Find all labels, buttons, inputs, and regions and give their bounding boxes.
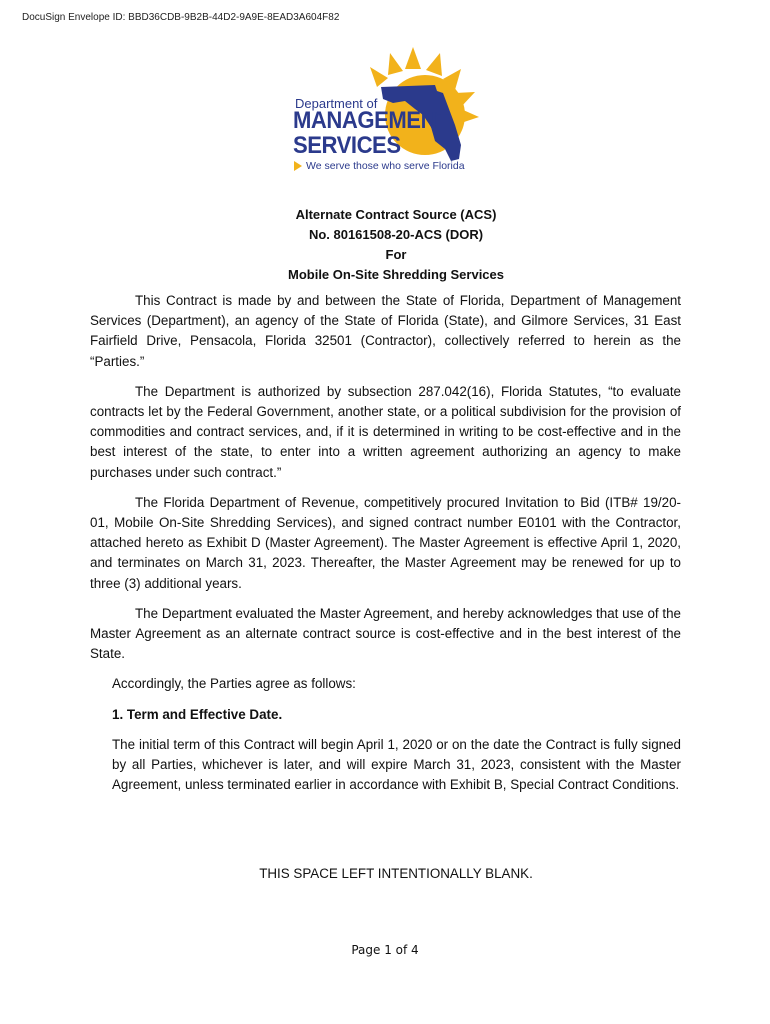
page-number: Page 1 of 4 [351, 943, 419, 957]
tagline-arrow-icon [294, 161, 302, 171]
logo-management: MANAGEMENT [293, 107, 450, 134]
paragraph-evaluation: The Department evaluated the Master Agreement, and hereby acknowledges that use of the Master Agreement as an alternate contract source is cost-effective and in the best interest of the State. [90, 605, 681, 662]
paragraph-agreement: Accordingly, the Parties agree as follows: [112, 676, 356, 692]
section-1-text: The initial term of this Contract will begin April 1, 2020 or on the date the Contract is fully signed by all Parties, whichever is later, and will expire March 31, 2023, consistent with the Master Agreement, unless terminated earlier in accordance with Exhibit B, Special Contract Conditions. [112, 736, 681, 793]
document-title [0, 205, 770, 285]
paragraph-authority: The Department is authorized by subsection 287.042(16), Florida Statutes, “to evaluate contracts let by the Federal Government, another state, or a political subdivision for the provision of commodities and contract services, and, if it is determined in writing to be cost-effective and in the best interest of the state, to enter into a written agreement authorizing an agency to make purchases under such contract.” [90, 383, 681, 480]
title-line-2: No. 80161508-20-ACS (DOR) [308, 227, 484, 242]
title-line-3: For [385, 247, 407, 262]
title-line-4: Mobile On-Site Shredding Services [288, 267, 504, 282]
contract-body [90, 291, 681, 805]
title-line-1: Alternate Contract Source (ACS) [295, 207, 497, 222]
blank-space-note: THIS SPACE LEFT INTENTIONALLY BLANK. [259, 866, 533, 881]
logo-services: SERVICES [293, 132, 401, 159]
dms-logo [285, 45, 485, 180]
logo-department-of: Department of [295, 96, 378, 111]
docusign-envelope-id: DocuSign Envelope ID: BBD36CDB-9B2B-44D2-9A9E-8EAD3A604F82 [22, 12, 340, 23]
section-1-heading: 1. Term and Effective Date. [112, 706, 283, 722]
paragraph-master-agreement: The Florida Department of Revenue, competitively procured Invitation to Bid (ITB# 19/20-01, Mobile On-Site Shredding Services), and signed contract number E0101 with the Contractor, attached hereto as Exhibit D (Master Agreement). The Master Agreement is effective April 1, 2020, and terminates on March 31, 2023. Thereafter, the Master Agreement may be renewed for up to three (3) additional years. [90, 494, 681, 591]
paragraph-parties: This Contract is made by and between the State of Florida, Department of Management Services (Department), an agency of the State of Florida (State), and Gilmore Services, 31 East Fairfield Drive, Pensacola, Florida 32501 (Contractor), collectively referred to herein as the “Parties.” [90, 293, 681, 369]
logo-tagline: We serve those who serve Florida [306, 160, 465, 172]
